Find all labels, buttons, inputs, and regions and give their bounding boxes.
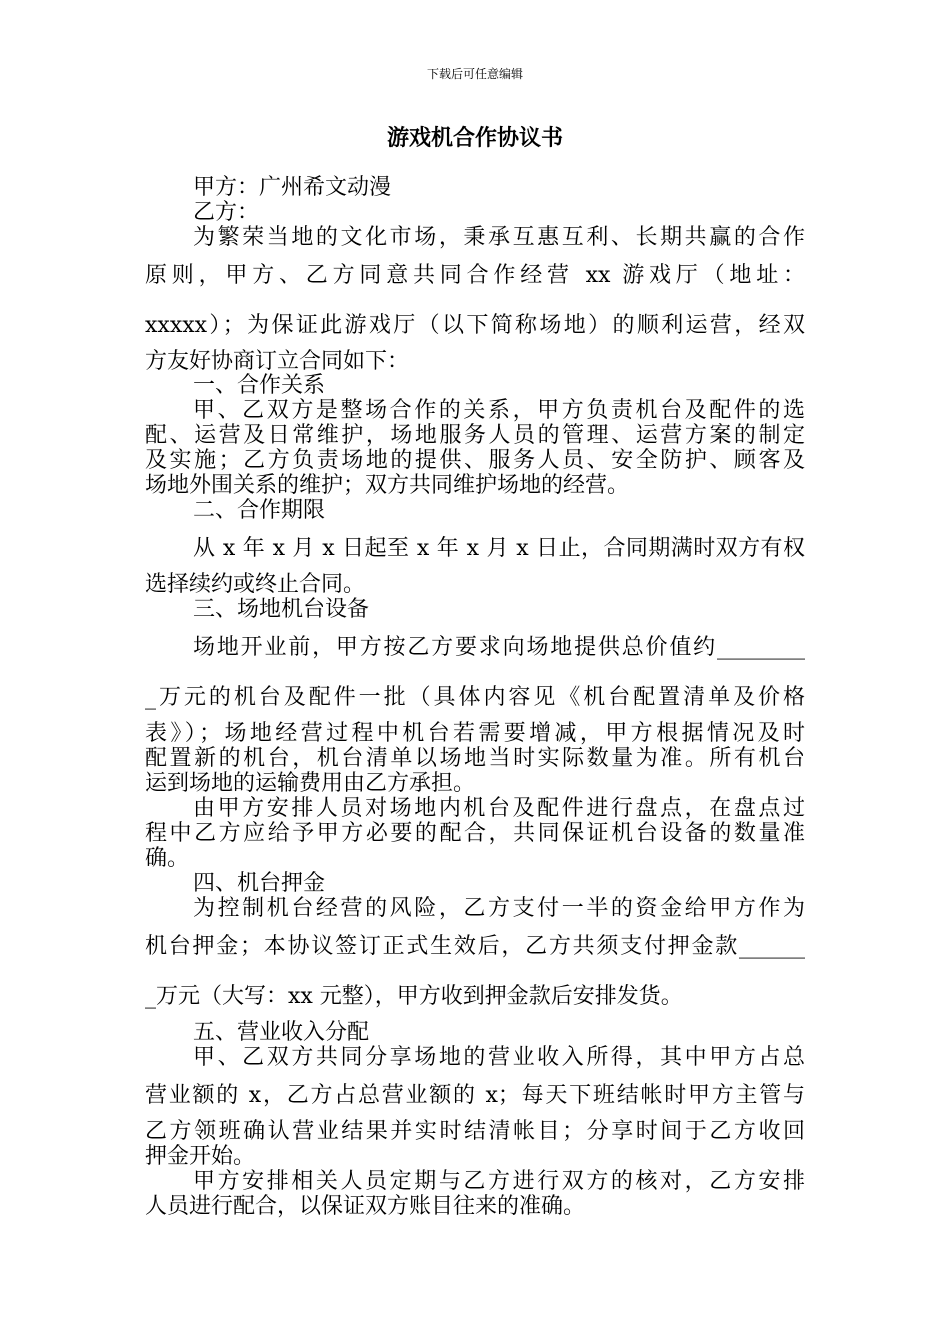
paragraph-line: 机台押金；本协议签订正式生效后，乙方共须支付押金款______ <box>145 934 805 959</box>
preamble-line: 方友好协商订立合同如下： <box>145 349 410 374</box>
party-a-line: 甲方：广州希文动漫 <box>193 175 392 200</box>
paragraph-line: 为控制机台经营的风险，乙方支付一半的资金给甲方作为 <box>193 896 805 921</box>
section-heading: 五、营业收入分配 <box>193 1020 370 1045</box>
paragraph-line: 配置新的机台，机台清单以场地当时实际数量为准。所有机台 <box>145 746 805 771</box>
paragraph-line: 甲、乙双方是整场合作的关系，甲方负责机台及配件的选 <box>193 398 805 423</box>
paragraph-line: 甲、乙双方共同分享场地的营业收入所得，其中甲方占总 <box>193 1045 805 1070</box>
preamble-line: 原则，甲方、乙方同意共同合作经营 xx 游戏厅（地址： <box>145 263 805 288</box>
section-heading: 二、合作期限 <box>193 498 326 523</box>
paragraph-line: 配、运营及日常维护，场地服务人员的管理、运营方案的制定 <box>145 423 805 448</box>
paragraph-line: 表》）；场地经营过程中机台若需要增减，甲方根据情况及时 <box>145 721 805 746</box>
paragraph-line: 选择续约或终止合同。 <box>145 572 366 597</box>
document-title: 游戏机合作协议书 <box>386 125 563 151</box>
paragraph-line: 确。 <box>145 846 190 871</box>
paragraph-line: 乙方领班确认营业结果并实时结清帐目；分享时间于乙方收回 <box>145 1119 805 1144</box>
paragraph-line: 由甲方安排人员对场地内机台及配件进行盘点，在盘点过 <box>193 796 805 821</box>
paragraph-line: 从 x 年 x 月 x 日起至 x 年 x 月 x 日止，合同期满时双方有权 <box>193 536 805 561</box>
paragraph-line: 人员进行配合，以保证双方账目往来的准确。 <box>145 1194 586 1219</box>
party-b-line: 乙方： <box>193 200 260 225</box>
paragraph-line: 场地外围关系的维护；双方共同维护场地的经营。 <box>145 473 630 498</box>
section-heading: 四、机台押金 <box>193 871 326 896</box>
preamble-line: 为繁荣当地的文化市场，秉承互惠互利、长期共赢的合作 <box>193 225 805 250</box>
paragraph-line: 场地开业前，甲方按乙方要求向场地提供总价值约________ <box>193 635 805 660</box>
preamble-line: xxxxx）；为保证此游戏厅（以下简称场地）的顺利运营，经双 <box>145 313 805 338</box>
paragraph-line: 程中乙方应给予甲方必要的配合，共同保证机台设备的数量准 <box>145 821 805 846</box>
paragraph-line: _万元（大写：xx 元整），甲方收到押金款后安排发货。 <box>145 984 683 1009</box>
paragraph-line: 押金开始。 <box>145 1144 256 1169</box>
paragraph-line: 及实施；乙方负责场地的提供、服务人员、安全防护、顾客及 <box>145 448 805 473</box>
page-header-note: 下载后可任意编辑 <box>426 67 523 81</box>
paragraph-line: _万元的机台及配件一批（具体内容见《机台配置清单及价格 <box>145 685 805 710</box>
paragraph-line: 运到场地的运输费用由乙方承担。 <box>145 771 476 796</box>
paragraph-line: 营业额的 x，乙方占总营业额的 x；每天下班结帐时甲方主管与 <box>145 1083 805 1108</box>
paragraph-line: 甲方安排相关人员定期与乙方进行双方的核对，乙方安排 <box>193 1169 805 1194</box>
section-heading: 一、合作关系 <box>193 373 326 398</box>
section-heading: 三、场地机台设备 <box>193 597 370 622</box>
